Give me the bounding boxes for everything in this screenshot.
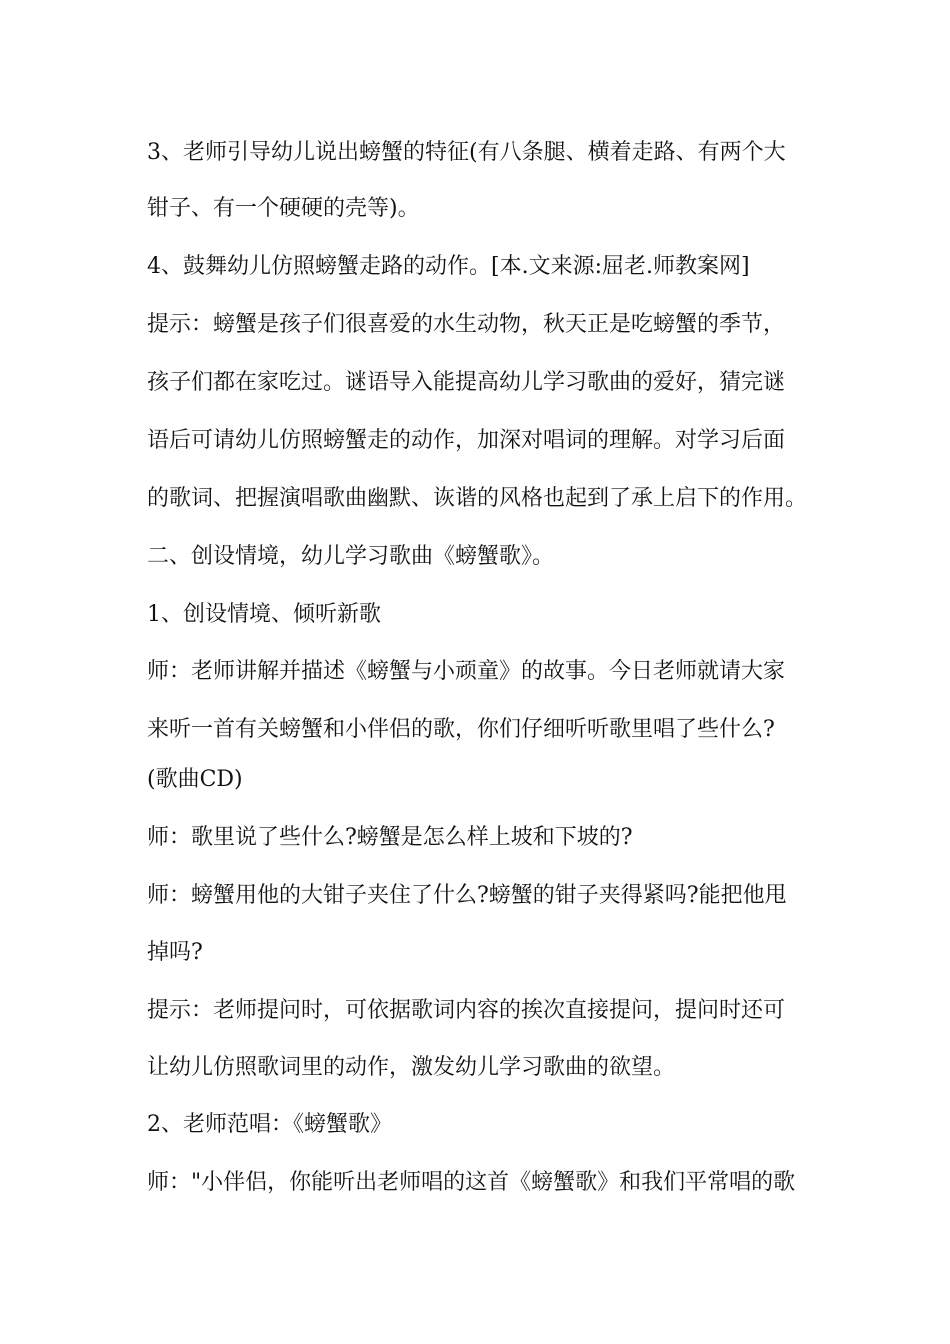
text-line: 语后可请幼儿仿照螃蟹走的动作，加深对唱词的理解。对学习后面: [147, 428, 786, 453]
text-line: 的歌词、把握演唱歌曲幽默、诙谐的风格也起到了承上启下的作用。: [147, 486, 808, 511]
text-line: (歌曲CD): [147, 767, 243, 792]
text-line: 来听一首有关螃蟹和小伴侣的歌，你们仔细听听歌里唱了些什么?: [147, 717, 775, 742]
text-line: 师：螃蟹用他的大钳子夹住了什么?螃蟹的钳子夹得紧吗?能把他甩: [147, 883, 787, 908]
text-line: 钳子、有一个硬硬的壳等)。: [147, 196, 420, 221]
text-line: 4、鼓舞幼儿仿照螃蟹走路的动作。[本.文来源:屈老.师教案网]: [147, 254, 750, 279]
text-line: 师：歌里说了些什么?螃蟹是怎么样上坡和下坡的?: [147, 825, 633, 850]
text-line: 3、老师引导幼儿说出螃蟹的特征(有八条腿、横着走路、有两个大: [147, 140, 786, 165]
text-line: 师：老师讲解并描述《螃蟹与小顽童》的故事。今日老师就请大家: [147, 659, 786, 684]
text-line: 师："小伴侣，你能听出老师唱的这首《螃蟹歌》和我们平常唱的歌: [147, 1170, 796, 1195]
text-line: 掉吗?: [147, 940, 203, 965]
text-line: 1、创设情境、倾听新歌: [147, 602, 381, 627]
text-line: 孩子们都在家吃过。谜语导入能提高幼儿学习歌曲的爱好，猜完谜: [147, 370, 786, 395]
text-line: 提示：老师提问时，可依据歌词内容的挨次直接提问，提问时还可: [147, 998, 786, 1023]
text-line: 让幼儿仿照歌词里的动作，激发幼儿学习歌曲的欲望。: [147, 1055, 676, 1080]
text-line: 二、创设情境，幼儿学习歌曲《螃蟹歌》。: [147, 544, 555, 569]
text-line: 2、老师范唱：《螃蟹歌》: [147, 1112, 392, 1137]
text-line: 提示：螃蟹是孩子们很喜爱的水生动物，秋天正是吃螃蟹的季节，: [147, 312, 786, 337]
